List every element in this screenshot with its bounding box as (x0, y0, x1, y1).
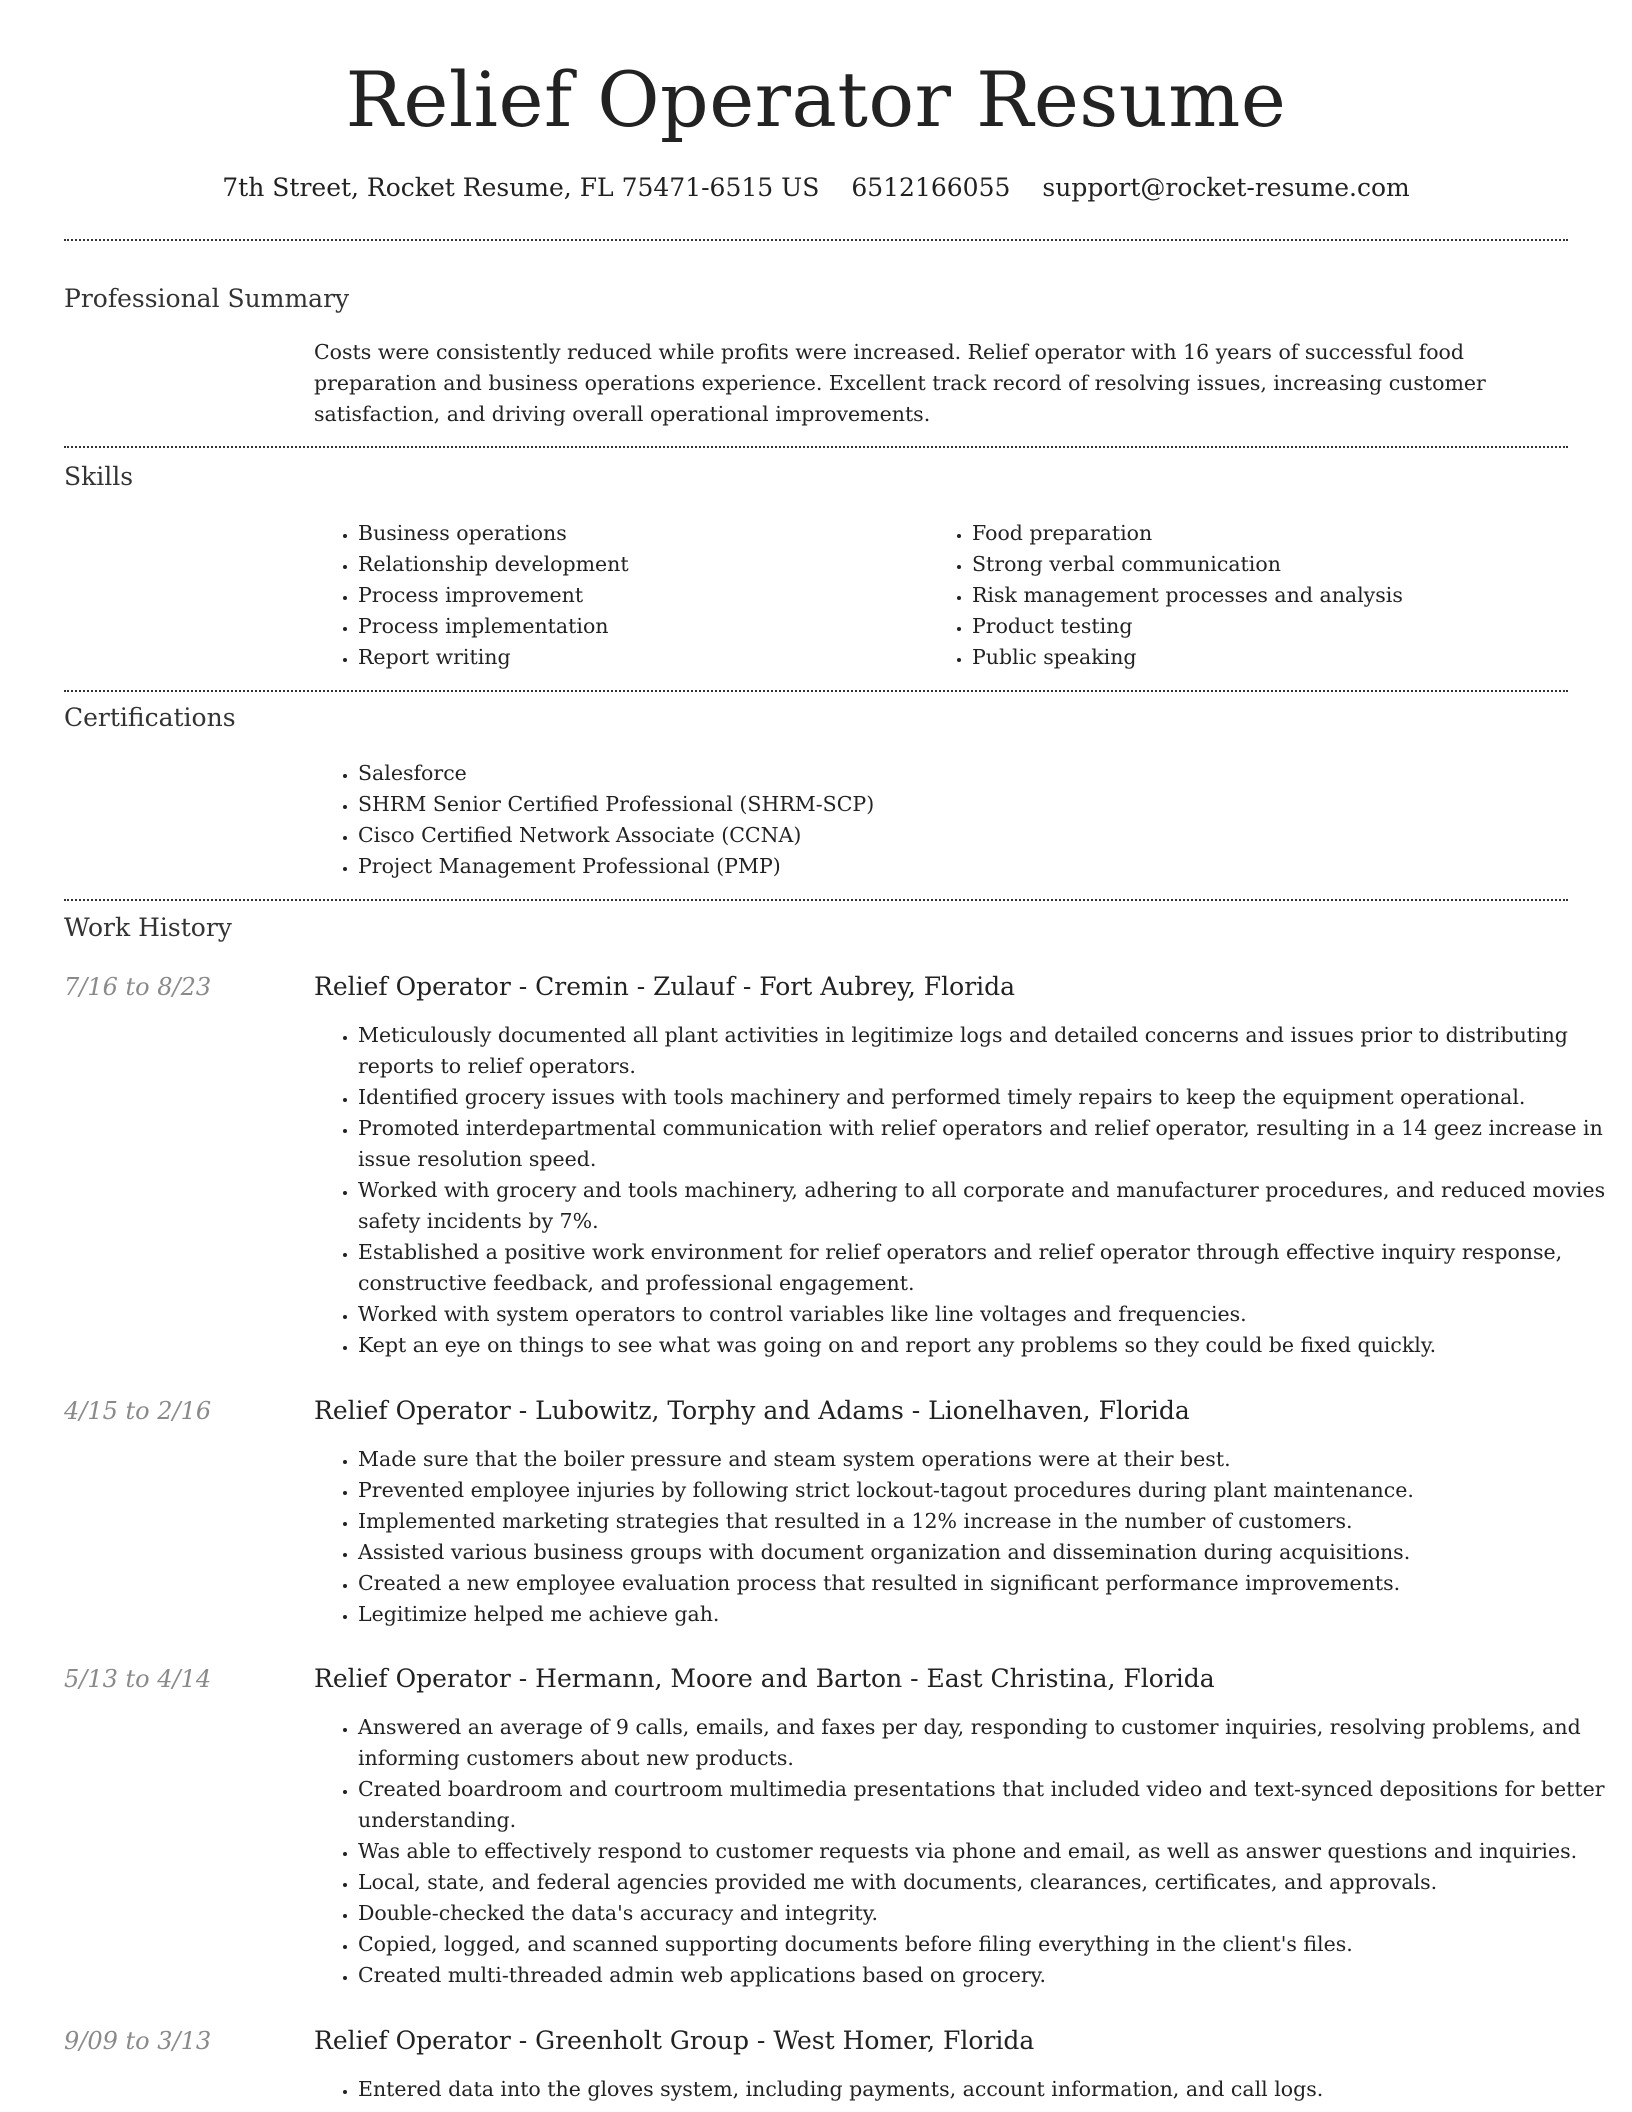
skill-item: • Food preparation (972, 518, 1612, 549)
job-bullet: • Promoted interdepartmental communication with relief operators and relief operator, resulting in a 14 geez increase in issue resolution speed. (358, 1113, 1612, 1175)
job-bullets (314, 1020, 1612, 1361)
job-bullet: • Answered an average of 9 calls, emails, and faxes per day, responding to customer inquiries, resolving problems, and informing customers about new products. (358, 1712, 1612, 1774)
skill-item: • Risk management processes and analysis (972, 580, 1612, 611)
job-bullet: • Worked with grocery and tools machinery, adhering to all corporate and manufacturer procedures, and reduced movies safety incidents by 7%. (358, 1175, 1612, 1237)
work-history-heading: Work History (64, 913, 232, 942)
certification-item: • SHRM Senior Certified Professional (SHRM-SCP) (358, 789, 1612, 820)
skill-item: • Strong verbal communication (972, 549, 1612, 580)
skills-list-right (928, 518, 1612, 673)
skills-list-left (314, 518, 918, 673)
contact-address: 7th Street, Rocket Resume, FL 75471-6515 US (222, 173, 820, 202)
certifications-heading: Certifications (64, 703, 236, 732)
job-title: Relief Operator - Hermann, Moore and Barton - East Christina, Florida (314, 1664, 1215, 1693)
job-bullet: • Copied, logged, and scanned supporting documents before filing everything in the client's files. (358, 1929, 1612, 1960)
job-bullet: • Kept an eye on things to see what was going on and report any problems so they could be fixed quickly. (358, 1330, 1612, 1361)
job-bullet: • Created multi-threaded admin web applications based on grocery. (358, 1960, 1612, 1991)
job-title: Relief Operator - Cremin - Zulauf - Fort Aubrey, Florida (314, 972, 1016, 1001)
job-dates: 5/13 to 4/14 (64, 1665, 212, 1693)
job-bullet: • Assisted various business groups with document organization and dissemination during acquisitions. (358, 1537, 1612, 1568)
job-dates: 9/09 to 3/13 (64, 2027, 212, 2055)
job-bullets (314, 2074, 1612, 2105)
summary-heading: Professional Summary (64, 284, 350, 313)
job-bullet: • Worked with system operators to control variables like line voltages and frequencies. (358, 1299, 1612, 1330)
job-bullet: • Created a new employee evaluation process that resulted in significant performance improvements. (358, 1568, 1612, 1599)
section-divider (64, 446, 1568, 448)
job-bullets (314, 1712, 1612, 1991)
section-divider (64, 690, 1568, 692)
skill-item: • Business operations (358, 518, 918, 549)
section-divider (64, 239, 1568, 241)
job-bullet: • Legitimize helped me achieve gah. (358, 1599, 1612, 1630)
skill-item: • Relationship development (358, 549, 918, 580)
resume-title: Relief Operator Resume (345, 55, 1287, 144)
certifications-list (314, 758, 1612, 882)
job-dates: 4/15 to 2/16 (64, 1397, 212, 1425)
skill-item: • Process implementation (358, 611, 918, 642)
job-bullet: • Double-checked the data's accuracy and integrity. (358, 1898, 1612, 1929)
certification-item: • Project Management Professional (PMP) (358, 851, 1612, 882)
job-bullet: • Created boardroom and courtroom multimedia presentations that included video and text-synced depositions for better understanding. (358, 1774, 1612, 1836)
job-bullet: • Implemented marketing strategies that resulted in a 12% increase in the number of customers. (358, 1506, 1612, 1537)
job-bullet: • Made sure that the boiler pressure and steam system operations were at their best. (358, 1444, 1612, 1475)
contact-info (0, 170, 1632, 206)
skill-item: • Public speaking (972, 642, 1612, 673)
job-bullet: • Local, state, and federal agencies provided me with documents, clearances, certificates, and approvals. (358, 1867, 1612, 1898)
section-divider (64, 899, 1568, 901)
job-dates: 7/16 to 8/23 (64, 973, 212, 1001)
job-bullet: • Prevented employee injuries by following strict lockout-tagout procedures during plant maintenance. (358, 1475, 1612, 1506)
summary-text: Costs were consistently reduced while profits were increased. Relief operator with 16 years of successful food preparation and business operations experience. Excellent track record of resolving issues, increasing customer satisfaction, and driving overall operational improvements. (314, 340, 1486, 426)
job-bullet: • Was able to effectively respond to customer requests via phone and email, as well as answer questions and inquiries. (358, 1836, 1612, 1867)
job-bullet: • Identified grocery issues with tools machinery and performed timely repairs to keep the equipment operational. (358, 1082, 1612, 1113)
skill-item: • Report writing (358, 642, 918, 673)
contact-phone: 6512166055 (851, 173, 1011, 202)
job-bullet: • Established a positive work environment for relief operators and relief operator through effective inquiry response, constructive feedback, and professional engagement. (358, 1237, 1612, 1299)
skills-heading: Skills (64, 462, 134, 491)
job-title: Relief Operator - Greenholt Group - West Homer, Florida (314, 2026, 1035, 2055)
certification-item: • Cisco Certified Network Associate (CCNA) (358, 820, 1612, 851)
skill-item: • Product testing (972, 611, 1612, 642)
job-bullets (314, 1444, 1612, 1630)
job-title: Relief Operator - Lubowitz, Torphy and Adams - Lionelhaven, Florida (314, 1396, 1190, 1425)
job-bullet: • Meticulously documented all plant activities in legitimize logs and detailed concerns and issues prior to distributing reports to relief operators. (358, 1020, 1612, 1082)
contact-email[interactable]: support@rocket-resume.com (1042, 173, 1410, 202)
certification-item: • Salesforce (358, 758, 1612, 789)
skill-item: • Process improvement (358, 580, 918, 611)
job-bullet: • Entered data into the gloves system, including payments, account information, and call logs. (358, 2074, 1612, 2105)
